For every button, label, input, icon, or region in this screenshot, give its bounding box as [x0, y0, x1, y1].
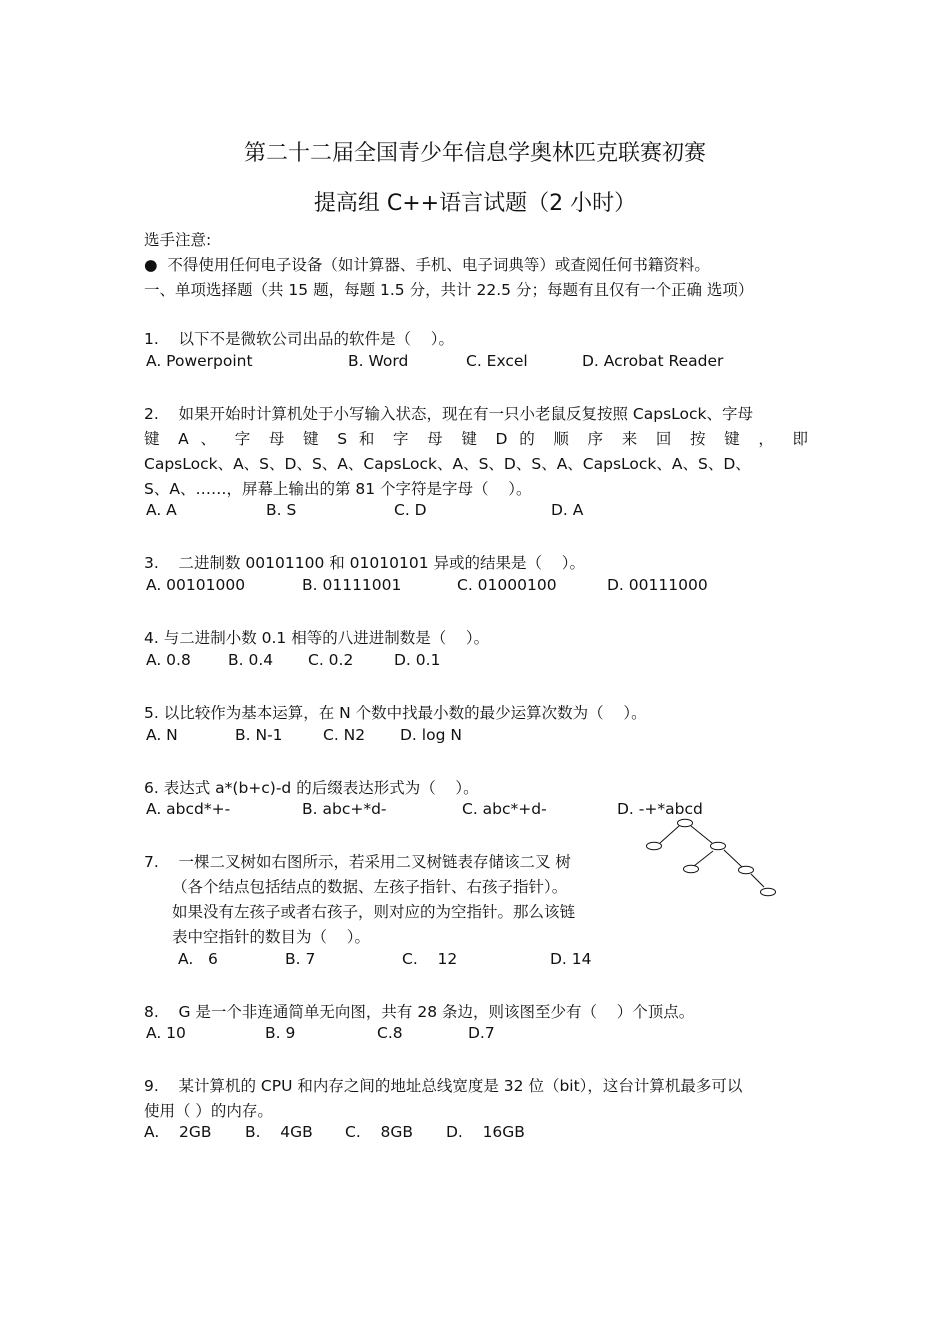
- q6-option-c: C. abc*+d-: [462, 800, 547, 818]
- question-3: 3. 二进制数 00101100 和 01010101 异或的结果是（ ）。: [144, 554, 585, 572]
- q9-option-d: D. 16GB: [446, 1123, 525, 1141]
- question-2-line-4: S、A、……，屏幕上输出的第 81 个字符是字母（ ）。: [144, 480, 532, 498]
- q6-option-b: B. abc+*d-: [302, 800, 387, 818]
- q4-option-a: A. 0.8: [146, 651, 191, 669]
- q3-option-b: B. 01111001: [302, 576, 402, 594]
- tree-node: [761, 888, 776, 896]
- q7-option-a: A. 6: [178, 950, 218, 968]
- tree-edge: [751, 874, 764, 887]
- q2-option-b: B. S: [266, 501, 297, 519]
- q5-option-c: C. N2: [323, 726, 366, 744]
- q1-option-a: A. Powerpoint: [146, 352, 253, 370]
- q6-option-a: A. abcd*+-: [146, 800, 231, 818]
- question-2-line-2: 键 A 、 字 母 键 S 和 字 母 键 D 的 顺 序 来 回 按 键 ， 即: [144, 430, 808, 448]
- exam-title: 第二十二届全国青少年信息学奥林匹克联赛初赛: [243, 141, 706, 166]
- q9-option-a: A. 2GB: [144, 1123, 212, 1141]
- q4-option-c: C. 0.2: [308, 651, 354, 669]
- q6-option-d: D. -+*abcd: [617, 800, 703, 818]
- q8-option-d: D.7: [468, 1024, 495, 1042]
- q8-option-c: C.8: [377, 1024, 403, 1042]
- tree-node: [684, 865, 699, 873]
- notice-bullet: ● 不得使用任何电子设备（如计算器、手机、电子词典等）或查阅任何书籍资料。: [144, 256, 710, 274]
- q5-option-d: D. log N: [400, 726, 462, 744]
- q9-option-c: C. 8GB: [345, 1123, 413, 1141]
- q3-option-c: C. 01000100: [457, 576, 557, 594]
- question-1: 1. 以下不是微软公司出品的软件是（ ）。: [144, 330, 454, 348]
- tree-edge: [691, 826, 712, 843]
- q7-option-b: B. 7: [285, 950, 316, 968]
- notice-label: 选手注意:: [144, 231, 212, 249]
- exam-subtitle: 提高组 C++语言试题（2 小时）: [313, 191, 637, 216]
- q2-option-a: A. A: [146, 501, 177, 519]
- question-4: 4. 与二进制小数 0.1 相等的八进进制数是（ ）。: [144, 629, 490, 647]
- q4-option-b: B. 0.4: [228, 651, 274, 669]
- question-9-line-2: 使用（ ）的内存。: [144, 1102, 273, 1120]
- tree-node: [739, 866, 754, 874]
- tree-edge: [660, 826, 679, 843]
- question-9-line-1: 9. 某计算机的 CPU 和内存之间的地址总线宽度是 32 位（bit），这台计算机最多可以: [144, 1077, 743, 1095]
- q3-option-d: D. 00111000: [607, 576, 708, 594]
- q2-option-c: C. D: [394, 501, 427, 519]
- question-7-line-4: 表中空指针的数目为（ ）。: [172, 928, 370, 946]
- q5-option-b: B. N-1: [235, 726, 283, 744]
- tree-node: [711, 842, 726, 850]
- question-2-line-3: CapsLock、A、S、D、S、A、CapsLock、A、S、D、S、A、CapsLock、A、S、D、: [144, 455, 751, 473]
- question-7-line-1: 7. 一棵二叉树如右图所示，若采用二叉树链表存储该二叉 树: [144, 853, 571, 871]
- q9-option-b: B. 4GB: [245, 1123, 313, 1141]
- q7-option-d: D. 14: [550, 950, 592, 968]
- q1-option-d: D. Acrobat Reader: [582, 352, 724, 370]
- q2-option-d: D. A: [551, 501, 584, 519]
- q8-option-a: A. 10: [146, 1024, 186, 1042]
- question-7-line-3: 如果没有左孩子或者右孩子，则对应的为空指针。那么该链: [172, 903, 576, 921]
- question-2-line-1: 2. 如果开始时计算机处于小写输入状态，现在有一只小老鼠反复按照 CapsLock、字母: [144, 405, 754, 423]
- q5-option-a: A. N: [146, 726, 178, 744]
- q4-option-d: D. 0.1: [394, 651, 441, 669]
- q7-option-c: C. 12: [402, 950, 458, 968]
- tree-edge: [694, 851, 713, 866]
- q1-option-b: B. Word: [348, 352, 409, 370]
- question-5: 5. 以比较作为基本运算，在 N 个数中找最小数的最少运算次数为（ ）。: [144, 704, 647, 722]
- section-heading: 一、单项选择题（共 15 题，每题 1.5 分，共计 22.5 分；每题有且仅有一个正确 选项）: [144, 281, 754, 299]
- tree-edge: [724, 850, 742, 867]
- q1-option-c: C. Excel: [466, 352, 528, 370]
- question-6: 6. 表达式 a*(b+c)-d 的后缀表达形式为（ ）。: [144, 779, 479, 797]
- binary-tree-diagram: [640, 812, 790, 902]
- q8-option-b: B. 9: [265, 1024, 296, 1042]
- question-7-line-2: （各个结点包括结点的数据、左孩子指针、右孩子指针）。: [172, 878, 568, 896]
- tree-node-root: [678, 819, 693, 827]
- question-8: 8. G 是一个非连通简单无向图，共有 28 条边，则该图至少有（ ）个顶点。: [144, 1003, 695, 1021]
- q3-option-a: A. 00101000: [146, 576, 246, 594]
- tree-node: [647, 842, 662, 850]
